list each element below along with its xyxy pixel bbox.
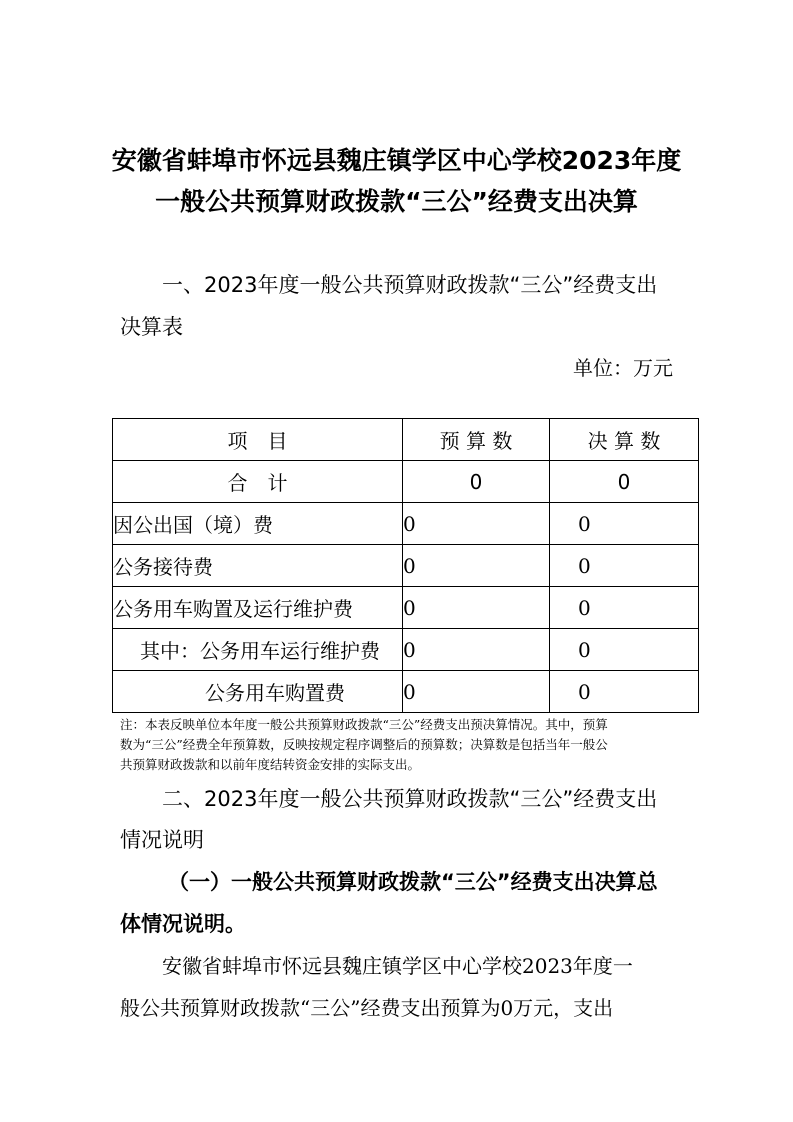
section1-heading-line1: 一、2023年度一般公共预算财政拨款“三公”经费支出 — [162, 273, 658, 297]
row-budget: 0 — [403, 671, 550, 713]
note-line1: 注：本表反映单位本年度一般公共预算财政拨款“三公”经费支出预决算情况。其中，预算 — [120, 717, 608, 732]
section2-heading-line1: 二、2023年度一般公共预算财政拨款“三公”经费支出 — [162, 787, 658, 811]
table-note — [120, 715, 680, 775]
body-line2: 般公共预算财政拨款“三公”经费支出预算为0万元，支出 — [120, 996, 614, 1020]
subsection1-heading-line1: （一）一般公共预算财政拨款“三公”经费支出决算总 — [168, 870, 658, 894]
header-budget: 预 算 数 — [403, 419, 550, 461]
note-line2: 数为“三公”经费全年预算数，反映按规定程序调整后的预算数；决算数是包括当年一般公 — [120, 737, 608, 752]
body-line1: 安徽省蚌埠市怀远县魏庄镇学区中心学校2023年度一 — [162, 954, 633, 978]
row-final: 0 — [550, 587, 699, 629]
row-budget: 0 — [403, 545, 550, 587]
total-budget: 0 — [403, 461, 550, 503]
row-label: 公务用车购置及运行维护费 — [113, 587, 403, 629]
subsection1-heading-line2: 体情况说明。 — [120, 912, 246, 936]
document-title-line1: 安徽省蚌埠市怀远县魏庄镇学区中心学校2023年度 — [111, 146, 682, 175]
row-final: 0 — [550, 629, 699, 671]
row-label: 因公出国（境）费 — [113, 503, 403, 545]
section2-heading-line2: 情况说明 — [120, 828, 204, 852]
unit-label: 单位：万元 — [573, 356, 673, 380]
row-final: 0 — [550, 545, 699, 587]
table-row — [113, 587, 699, 629]
table-row — [113, 545, 699, 587]
row-budget: 0 — [403, 629, 550, 671]
row-final: 0 — [550, 671, 699, 713]
document-title-line2: 一般公共预算财政拨款“三公”经费支出决算 — [155, 187, 638, 216]
row-label: 公务用车购置费 — [113, 671, 403, 713]
row-budget: 0 — [403, 503, 550, 545]
row-final: 0 — [550, 503, 699, 545]
row-label: 其中：公务用车运行维护费 — [113, 629, 403, 671]
total-final: 0 — [550, 461, 699, 503]
table-row — [113, 671, 699, 713]
header-final: 决 算 数 — [550, 419, 699, 461]
total-label: 合 计 — [113, 461, 403, 503]
table-header-row — [113, 419, 699, 461]
table-row — [113, 629, 699, 671]
table-row — [113, 503, 699, 545]
row-budget: 0 — [403, 587, 550, 629]
table-total-row — [113, 461, 699, 503]
section1-heading-line2: 决算表 — [120, 315, 183, 339]
row-label: 公务接待费 — [113, 545, 403, 587]
three-public-expense-table — [112, 418, 699, 713]
header-item: 项 目 — [113, 419, 403, 461]
note-line3: 共预算财政拨款和以前年度结转资金安排的实际支出。 — [120, 757, 421, 772]
